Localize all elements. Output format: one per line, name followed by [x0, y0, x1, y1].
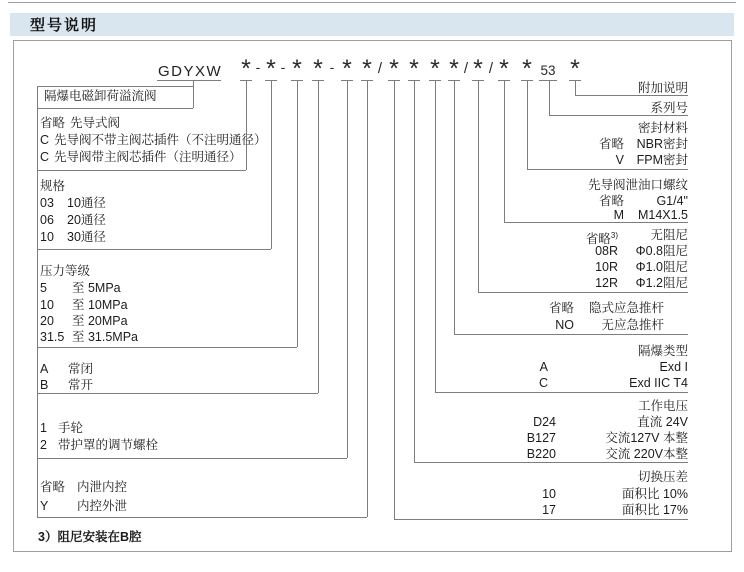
label-cell: 至 31.5MPa: [72, 330, 139, 344]
code-cell: 省略: [40, 116, 66, 130]
code-cell: 5: [40, 281, 47, 295]
section-title-text: 规格: [40, 179, 66, 193]
label-cell: 至 10MPa: [72, 298, 128, 312]
label-cell: FPM密封: [636, 153, 688, 167]
label-cell: 先导阀带主阀芯插件（注明通径）: [54, 150, 242, 164]
code-cell: B220: [526, 447, 556, 461]
model-star: *: [522, 55, 532, 83]
row-adjust-0: [40, 421, 83, 436]
row-voltage-0: [533, 415, 688, 430]
label-cell: 内控外泄: [77, 499, 128, 513]
code-cell: 06: [40, 213, 54, 227]
code-cell: 10R: [595, 260, 618, 274]
section-title-text: 附加说明: [637, 81, 688, 95]
model-separator-slash: /: [488, 60, 494, 77]
model-prefix: GDYXW: [158, 63, 223, 80]
model-separator-slash: /: [463, 60, 469, 77]
label-cell: 先导阀不带主阀芯插件（不注明通径）: [54, 133, 267, 147]
row-pilot-drain-thread-0: [599, 194, 688, 209]
section-title-text: 压力等级: [40, 264, 91, 278]
code-cell: NO: [555, 318, 574, 332]
section-title-voltage: [638, 399, 688, 414]
label-cell: Exd IIC T4: [629, 376, 688, 390]
section-title-text: 密封材料: [637, 121, 688, 135]
model-star: *: [389, 55, 399, 83]
label-cell: 常开: [68, 378, 94, 392]
label-cell: 10通径: [67, 196, 106, 210]
row-size-2: [40, 230, 106, 245]
code-cell: 12R: [595, 276, 618, 290]
label-cell: 隐式应急推杆: [588, 301, 664, 315]
label-cell: 内泄内控: [77, 480, 128, 494]
code-cell: 1: [40, 421, 47, 435]
code-cell: D24: [533, 415, 556, 429]
model-star: *: [292, 55, 302, 83]
label-cell: 交流127V 本整: [605, 431, 688, 445]
label-cell: 面积比 10%: [622, 487, 688, 501]
code-cell: C: [40, 133, 50, 147]
code-cell: 省略$^{3)}$: [585, 231, 618, 247]
row-damping-2: [595, 260, 688, 275]
section-title-explosion-proof: [638, 344, 688, 359]
model-star: *: [430, 55, 440, 83]
row-pilot-drain-thread-1: [614, 208, 688, 223]
model-star: *: [362, 55, 372, 83]
label-cell: 直流 24V: [637, 415, 688, 429]
row-push-rod-1: [555, 318, 664, 333]
label-cell: 面积比 17%: [622, 503, 688, 517]
label-cell: 交流 220V本整: [605, 447, 688, 461]
row-seal-0: [599, 137, 688, 152]
row-valve-name-0: [44, 89, 157, 104]
row-pilot-type-0: [40, 116, 120, 131]
row-normal-state-1: [40, 378, 93, 393]
footnote: 3）阻尼安装在B腔: [38, 530, 142, 544]
model-star: *: [266, 55, 276, 83]
label-cell: 手轮: [58, 421, 84, 435]
section-title-text: 工作电压: [637, 399, 688, 413]
code-cell: 省略: [598, 194, 624, 208]
label-cell: Φ0.8阻尼: [635, 244, 688, 258]
row-adjust-1: [40, 438, 158, 453]
label-cell: M14X1.5: [637, 208, 688, 222]
page-title: 型号说明: [30, 17, 99, 34]
code-cell: M: [613, 208, 624, 222]
section-title-size: [40, 179, 65, 194]
model-star: *: [342, 55, 352, 83]
label-cell: 带护罩的调节螺栓: [58, 438, 159, 452]
code-cell: C: [538, 376, 548, 390]
section-title-text: 先导阀泄油口螺纹: [587, 178, 688, 192]
row-normal-state-0: [40, 362, 93, 377]
row-pressure-3: [40, 330, 138, 345]
code-cell: 31.5: [40, 330, 65, 344]
section-title-text: 系列号: [650, 101, 688, 115]
code-cell: 省略: [598, 137, 624, 151]
label-cell: 30通径: [67, 230, 106, 244]
model-star: *: [570, 55, 580, 83]
model-star: *: [409, 55, 419, 83]
model-star: *: [241, 55, 251, 83]
section-title-pressure-diff: [638, 470, 688, 485]
label-cell: 20通径: [67, 213, 106, 227]
label-cell: 无应急推杆: [601, 318, 664, 332]
code-cell: 2: [40, 438, 47, 452]
label-cell: 先导式阀: [70, 116, 121, 130]
model-series-number: 53: [540, 63, 556, 78]
code-cell: A: [40, 362, 49, 376]
code-cell: 17: [542, 503, 556, 517]
row-seal-1: [616, 153, 688, 168]
row-voltage-2: [527, 447, 688, 462]
model-separator-dash: -: [280, 59, 286, 75]
model-star: *: [473, 55, 483, 83]
label-cell: Φ1.2阻尼: [635, 276, 688, 290]
section-title-seal: [638, 121, 688, 136]
row-pilot-type-1: [40, 133, 267, 148]
row-pressure-1: [40, 298, 128, 313]
label-cell: 至 20MPa: [72, 314, 128, 328]
model-star: *: [313, 55, 323, 83]
code-cell: B127: [526, 431, 556, 445]
code-cell: Y: [40, 499, 49, 513]
label-cell: 无阻尼: [650, 228, 688, 242]
label-cell: G1/4": [656, 194, 688, 208]
model-separator-slash: /: [377, 60, 383, 77]
code-cell: C: [40, 150, 50, 164]
section-title-text: 切换压差: [637, 470, 688, 484]
row-size-1: [40, 213, 106, 228]
section-title-series: [650, 101, 688, 116]
row-damping-3: [595, 276, 688, 291]
section-header-band: [10, 13, 734, 36]
model-separator-dash: -: [255, 59, 261, 75]
section-title-pilot-drain-thread: [588, 178, 688, 193]
label-cell: 常闭: [68, 362, 94, 376]
row-drain-control-0: [40, 480, 127, 495]
footnote-ref: 3): [610, 231, 618, 240]
row-pressure-diff-1: [542, 503, 688, 518]
code-cell: 省略: [548, 301, 574, 315]
row-size-0: [40, 196, 106, 211]
row-explosion-proof-1: [539, 376, 688, 391]
row-damping-1: [595, 244, 688, 259]
row-pilot-type-2: [40, 150, 242, 165]
model-star: *: [449, 55, 459, 83]
code-cell: 03: [40, 196, 54, 210]
row-pressure-2: [40, 314, 128, 329]
code-cell: 10: [40, 230, 54, 244]
model-separator-dash: -: [329, 59, 335, 75]
label-cell: NBR密封: [636, 137, 688, 151]
diagram-panel: [13, 40, 732, 552]
code-cell: A: [539, 360, 548, 374]
label-cell: 隔爆电磁卸荷溢流阀: [44, 89, 157, 103]
section-title-additional: [638, 81, 688, 96]
code-cell: 10: [40, 298, 54, 312]
label-cell: Exd I: [659, 360, 688, 374]
row-drain-control-1: [40, 499, 127, 514]
code-cell: 省略: [40, 480, 66, 494]
row-explosion-proof-0: [540, 360, 688, 375]
row-voltage-1: [527, 431, 688, 446]
row-pressure-diff-0: [542, 487, 688, 502]
code-cell: 08R: [595, 244, 618, 258]
section-title-pressure: [40, 264, 90, 279]
section-title-text: 隔爆类型: [637, 344, 688, 358]
row-push-rod-0: [549, 301, 664, 316]
row-pressure-0: [40, 281, 121, 296]
model-star: *: [499, 55, 509, 83]
code-cell: 10: [542, 487, 556, 501]
label-cell: Φ1.0阻尼: [635, 260, 688, 274]
label-cell: 至 5MPa: [72, 281, 121, 295]
top-divider: [8, 2, 736, 3]
code-cell: 20: [40, 314, 54, 328]
code-cell: B: [40, 378, 49, 392]
code-cell: V: [615, 153, 624, 167]
